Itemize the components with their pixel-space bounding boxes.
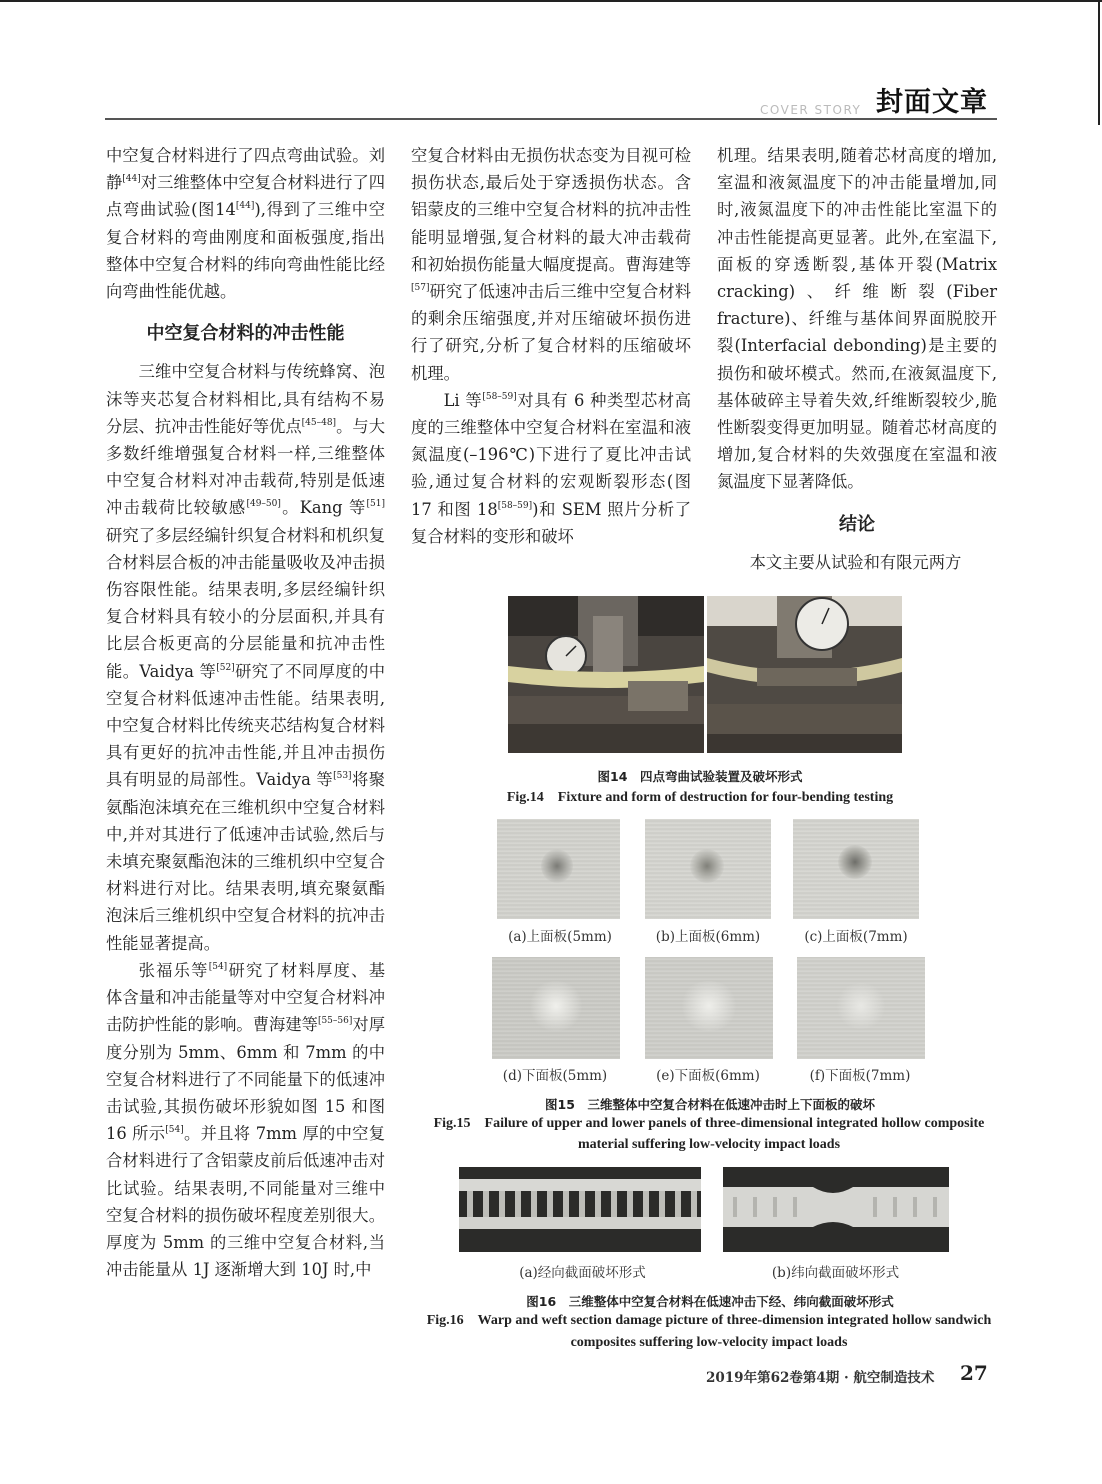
col3-paragraph-1: 机理。结果表明,随着芯材高度的增加,室温和液氮温度下的冲击能量增加,同时,液氮温度下的冲击性能比室温下的冲击性能提高更显著。此外,在室温下,面板的穿透断裂,基体开裂(Matrix cracking)、纤维断裂(Fiber fracture)、纤维与基体间界面脱胶开裂(Interfacial debonding)是主要的损伤和破坏模式。然而,在液氮温度下,基体破碎主导着失效,纤维断裂较少,脆性断裂变得更加明显。随着芯材高度的增加,复合材料的失效强度在室温和液氮温度下显著降低。 [717, 146, 997, 492]
citation: [55–56] [317, 1016, 353, 1027]
fig16-photo-weft [723, 1167, 949, 1252]
text: 将聚氨酯泡沫填充在三维机织中空复合材料中,并对其进行了低速冲击试验,然后与未填充聚氨酯泡沫的三维机织中空复合材料进行对比。结果表明,填充聚氨酯泡沫后三维机织中空复合材料的抗冲击性能显著提高。 [106, 770, 385, 953]
text: 。与大多数纤维增强复合材料一样,三维整体中空复合材料对冲击载荷,特别是低速冲击载荷比较敏感 [106, 416, 385, 518]
citation: [45–48] [301, 417, 337, 428]
fig15-photo-e [645, 957, 773, 1059]
text: 张福乐等 [138, 960, 209, 980]
fig14-caption-cn: 图14 四点弯曲试验装置及破坏形式 [597, 769, 803, 784]
citation: [58–59] [482, 391, 517, 402]
col1-paragraph-1 [106, 142, 385, 305]
text: Li 等 [443, 390, 483, 410]
bending-fixture-image [508, 596, 704, 753]
fig15-photo-a [497, 819, 620, 919]
citation: [52] [216, 662, 235, 673]
text: 三维中空复合材料与传统蜂窝、泡沫等夹芯复合材料相比,具有结构不易分层、抗冲击性能好等优点 [106, 362, 385, 436]
fig15-caption-cn: 图15 三维整体中空复合材料在低速冲击时上下面板的破坏 [545, 1097, 875, 1112]
col2-paragraph-2 [411, 387, 691, 550]
text: 。Kang 等 [280, 498, 367, 518]
fig15-photo-d [492, 957, 620, 1059]
text: 中空复合材料进行了四点弯曲试验。刘静 [106, 146, 385, 193]
text: )和 SEM 照片分析了复合材料的变形和破坏 [411, 499, 691, 546]
fig16-caption-en-2: composites suffering low-velocity impact loads [570, 1335, 848, 1350]
fig15-caption-en-2: material suffering low-velocity impact loads [577, 1137, 841, 1152]
weft-section-image [723, 1167, 949, 1252]
fig15-subcaption-e: (e)下面板(6mm) [656, 1068, 760, 1084]
text: 研究了材料厚度、基体含量和冲击能量等对中空复合材料冲击防护性能的影响。曹海建等 [106, 960, 385, 1035]
text: 研究了多层经编针织复合材料和机织复合材料层合板的冲击能量吸收及冲击损伤容限性能。结果表明,多层经编针织复合材料具有较小的分层面积,并具有比层合板更高的分层能量和抗冲击性能。Vaidya 等 [106, 525, 385, 681]
column-3 [717, 142, 997, 576]
text: 对厚度分别为 5mm、6mm 和 7mm 的中空复合材料进行了不同能量下的低速冲击试验,其损伤破坏形貌如图 15 和图 16 所示 [106, 1015, 385, 1144]
warp-section-image [459, 1167, 701, 1252]
fig15-subcaption-a: (a)上面板(5mm) [508, 929, 612, 945]
fig15-caption-en-1: Fig.15 Failure of upper and lower panels of three-dimensional integrated hollow composite [433, 1116, 985, 1131]
col2-paragraph-1 [411, 142, 691, 387]
text: 对具有 6 种类型芯材高度的三维整体中空复合材料在室温和液氮温度(–196℃)下进行了夏比冲击试验,通过复合材料的宏观断裂形态(图 17 和图 18 [411, 390, 691, 519]
text: 对三维整体中空复合材料进行了四点弯曲试验(图14 [106, 173, 386, 220]
citation: [44] [122, 174, 141, 185]
right-border [1098, 0, 1100, 125]
fig15-subcaption-f: (f)下面板(7mm) [809, 1068, 911, 1084]
section-heading-impact: 中空复合材料的冲击性能 [146, 323, 345, 345]
col1-paragraph-3 [106, 957, 385, 1283]
col3-paragraph-2: 本文主要从试验和有限元两方 [749, 552, 962, 572]
impact-dent [690, 849, 724, 883]
header-chinese: 封面文章 [876, 87, 988, 118]
text: 研究了不同厚度的中空复合材料低速冲击性能。结果表明,中空复合材料比传统夹芯结构复合材料具有更好的抗冲击性能,并且冲击损伤具有明显的局部性。Vaidya 等 [106, 661, 385, 790]
fig14-caption-en: Fig.14 Fixture and form of destruction for four-bending testing [506, 790, 894, 805]
text: 空复合材料由无损伤状态变为目视可检损伤状态,最后处于穿透损伤状态。含铝蒙皮的三维中空复合材料的抗冲击性能明显增强,复合材料的最大冲击载荷和初始损伤能量大幅度提高。曹海建等 [411, 146, 691, 274]
citation: [44] [235, 201, 255, 212]
header-rule [105, 118, 997, 120]
column-2 [411, 142, 691, 550]
fig14-photo-left [508, 596, 704, 753]
fig14-photo-right [707, 596, 902, 753]
citation: [58–59] [497, 500, 533, 511]
impact-whitening [835, 983, 887, 1029]
impact-whitening [528, 981, 584, 1031]
col1-paragraph-2 [106, 358, 385, 956]
fig15-subcaption-b: (b)上面板(6mm) [655, 929, 761, 945]
fig16-caption-en-1: Fig.16 Warp and weft section damage picture of three-dimension integrated hollow sandwich [426, 1313, 992, 1328]
top-border [0, 0, 1102, 2]
page-number: 27 [960, 1361, 988, 1385]
citation: [53] [333, 771, 352, 782]
journal-footer: 2019年第62卷第4期 · 航空制造技术 [706, 1370, 935, 1386]
citation: [49–50] [246, 499, 281, 510]
fig15-subcaption-d: (d)下面板(5mm) [502, 1068, 608, 1084]
text: 。并且将 7mm 厚的中空复合材料进行了含铝蒙皮前后低速冲击对比试验。结果表明,不同能量对三维中空复合材料的损伤破坏程度差别很大。厚度为 5mm 的三维中空复合材料,当冲击能量从 1J 逐渐增大到 10J 时,中 [106, 1124, 385, 1280]
impact-whitening [679, 981, 739, 1031]
impact-dent [838, 845, 872, 879]
fig16-caption-cn: 图16 三维整体中空复合材料在低速冲击下经、纬向截面破坏形式 [526, 1294, 894, 1309]
fig15-photo-b [645, 819, 771, 919]
bending-fixture-image [707, 596, 902, 753]
fig15-photo-c [793, 819, 919, 919]
fig15-photo-f [797, 957, 925, 1059]
fig16-subcaption-b: (b)纬向截面破坏形式 [771, 1265, 900, 1281]
text: 研究了低速冲击后三维中空复合材料的剩余压缩强度,并对压缩破坏损伤进行了研究,分析了复合材料的压缩破坏机理。 [411, 282, 691, 383]
column-1 [106, 142, 385, 1283]
fig16-photo-warp [459, 1167, 701, 1252]
impact-dent [541, 849, 573, 883]
citation: [57] [411, 283, 430, 294]
fig16-subcaption-a: (a)经向截面破坏形式 [519, 1265, 646, 1281]
header-english: COVER STORY [760, 103, 862, 117]
text: ),得到了三维中空复合材料的弯曲刚度和面板强度,指出整体中空复合材料的纬向弯曲性能比经向弯曲性能优越。 [106, 200, 385, 302]
citation: [51] [366, 499, 385, 510]
fig15-subcaption-c: (c)上面板(7mm) [804, 929, 908, 945]
citation: [54] [165, 1125, 184, 1136]
section-heading-conclusion: 结论 [839, 513, 875, 535]
citation: [54] [208, 961, 228, 972]
